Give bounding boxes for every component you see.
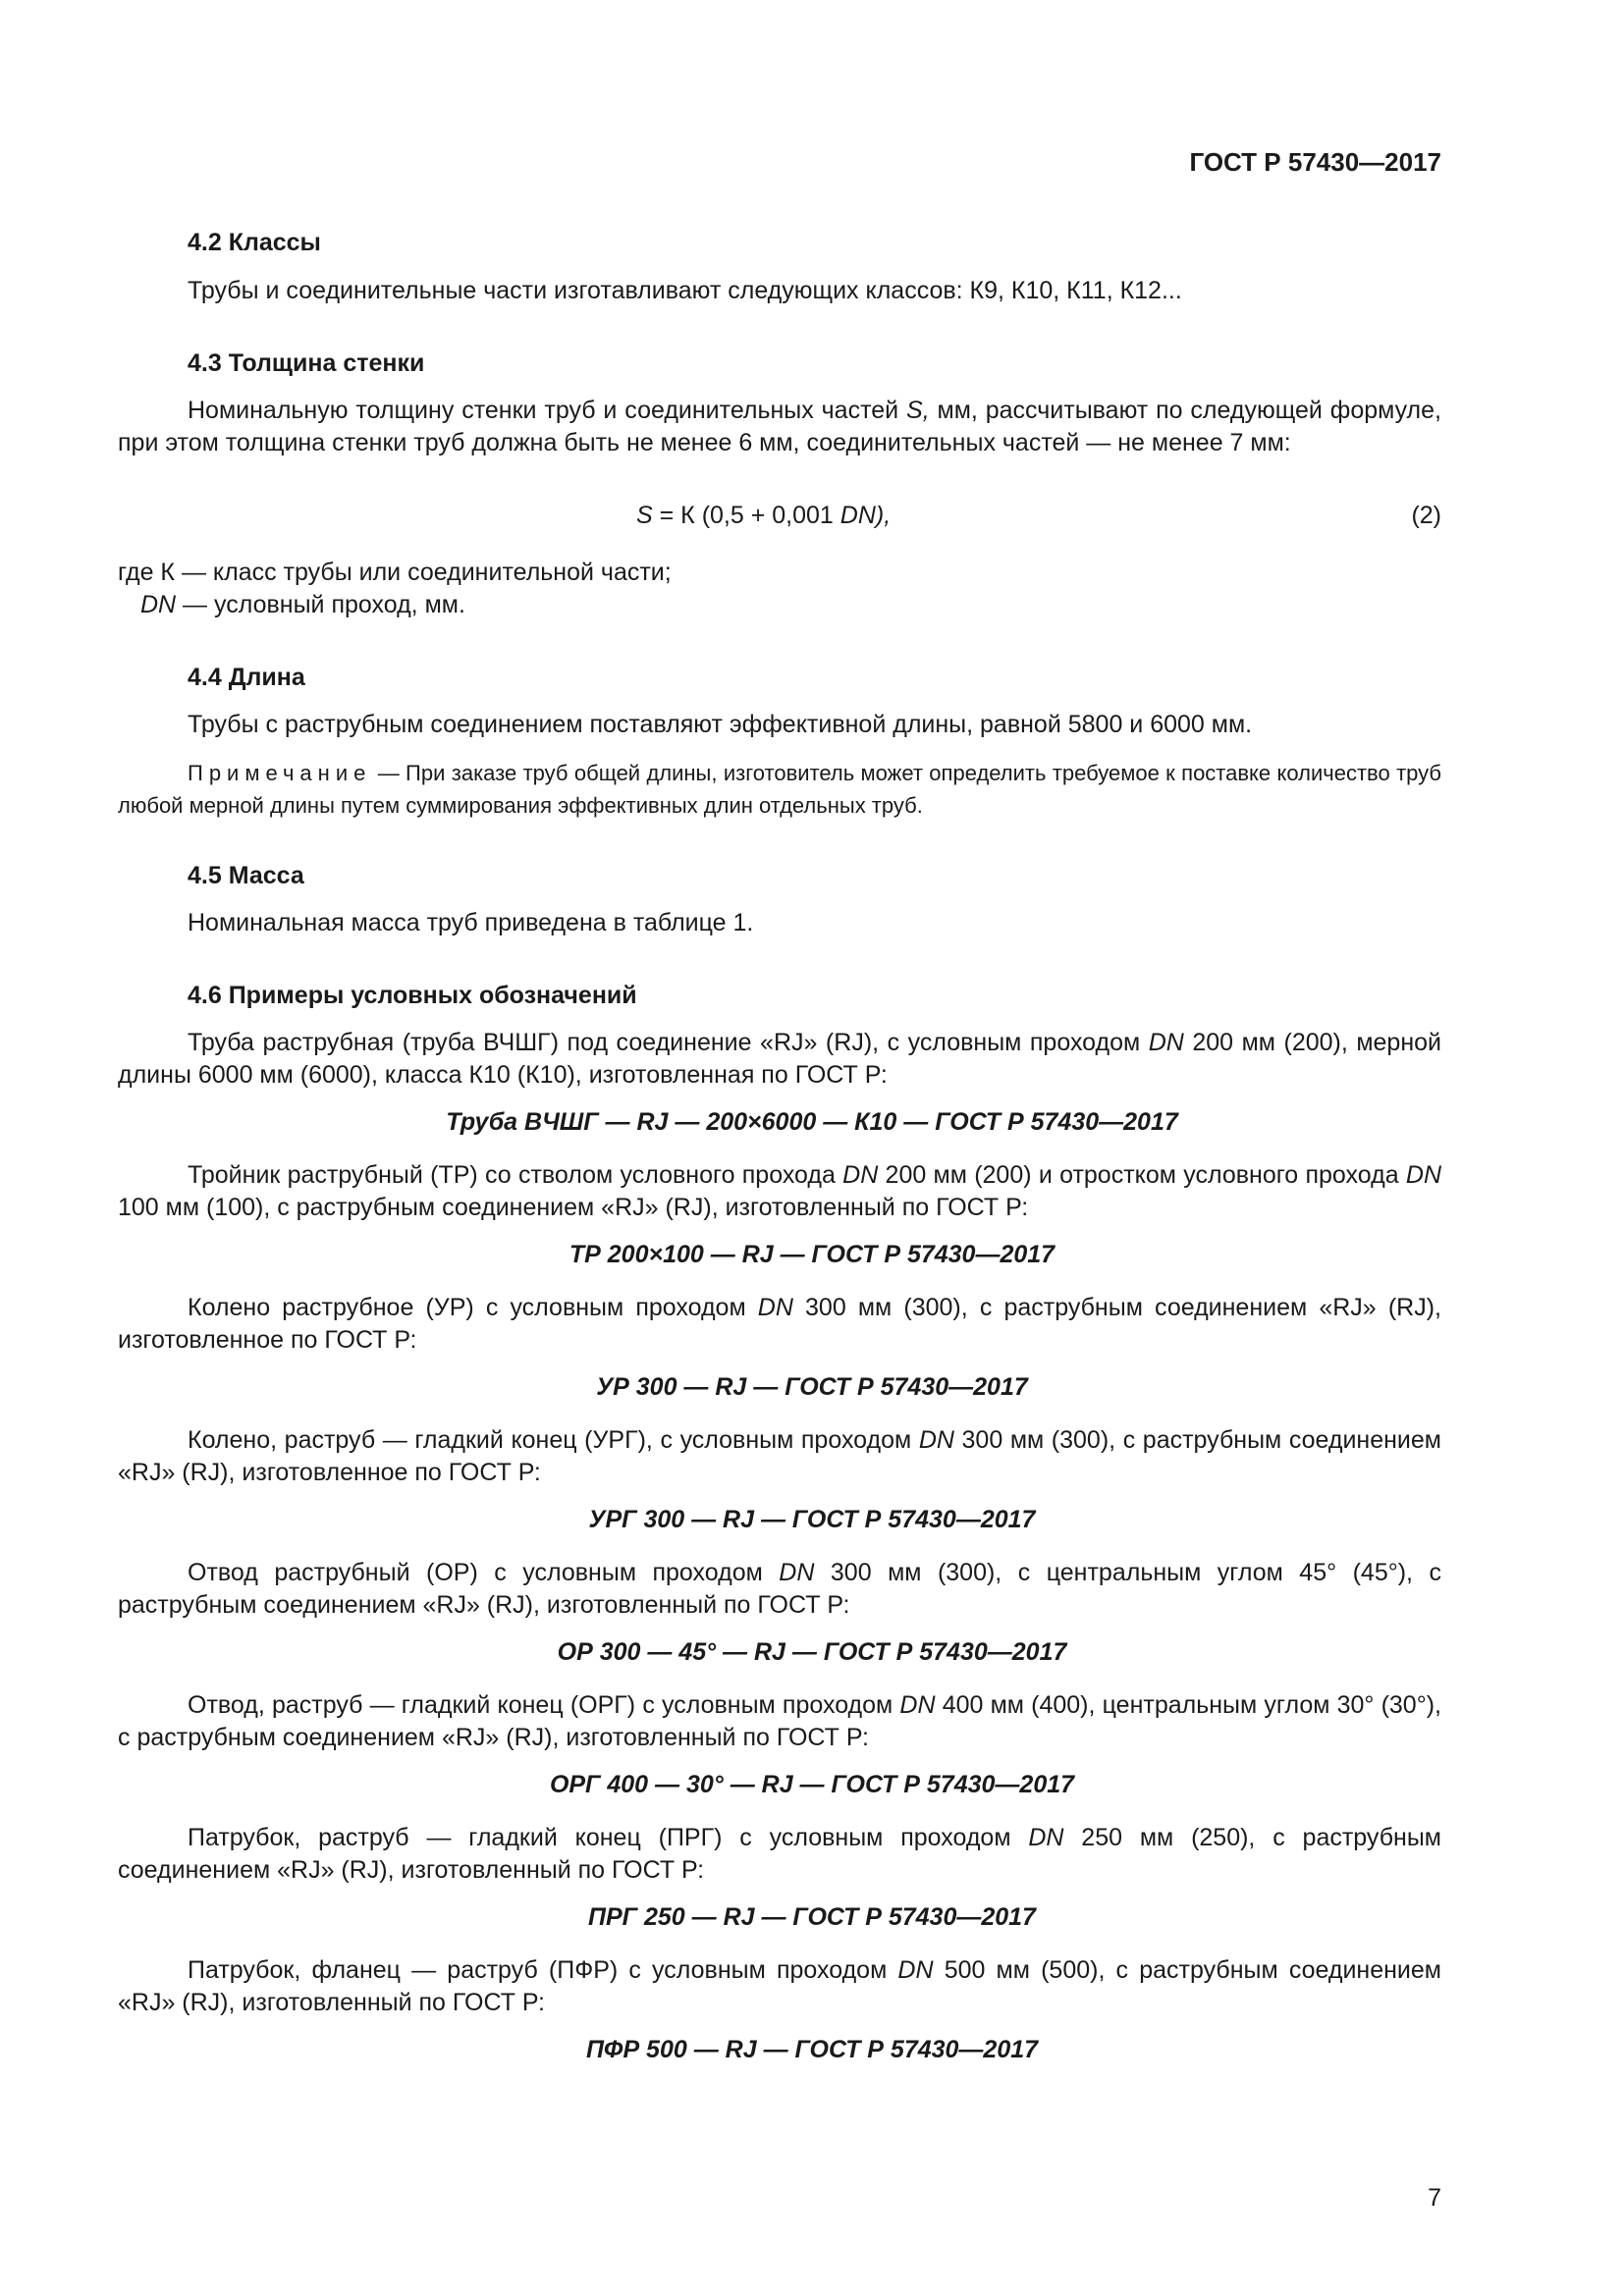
where-dn-line bbox=[140, 591, 465, 619]
example-1-dn: DN bbox=[1148, 1029, 1184, 1056]
example-1-text-a: Труба раструбная (труба ВЧШГ) под соединение «RJ» (RJ), с условным проходом bbox=[188, 1029, 1149, 1056]
example-5-dn: DN bbox=[779, 1559, 815, 1586]
example-1-designation: Труба ВЧШГ — RJ — 200×6000 — К10 — ГОСТ Р 57430—2017 bbox=[446, 1108, 1178, 1136]
section-4-3-heading: 4.3 Толщина стенки bbox=[188, 349, 425, 377]
example-2-dn-1: DN bbox=[842, 1161, 879, 1189]
example-7-dn: DN bbox=[1028, 1824, 1064, 1851]
formula-s: S bbox=[636, 502, 653, 529]
example-7-designation: ПРГ 250 — RJ — ГОСТ Р 57430—2017 bbox=[588, 1903, 1036, 1931]
section-4-4-heading: 4.4 Длина bbox=[188, 664, 305, 691]
wall-text-b: мм, рассчитывают по следующей формуле, при этом толщина стенки труб должна быть не менее 6 мм, соединительных частей — не менее 7 мм: bbox=[118, 397, 1441, 456]
example-8-designation: ПФР 500 — RJ — ГОСТ Р 57430—2017 bbox=[585, 2036, 1039, 2063]
example-8-dn: DN bbox=[897, 1956, 934, 1984]
example-1-paragraph bbox=[118, 1027, 1441, 1092]
example-6-designation: ОРГ 400 — 30° — RJ — ГОСТ Р 57430—2017 bbox=[549, 1771, 1075, 1798]
example-4-paragraph bbox=[118, 1424, 1441, 1489]
page-number: 7 bbox=[1428, 2184, 1441, 2212]
note-block bbox=[118, 757, 1441, 822]
example-6-text-b: 400 мм (400), центральным углом 30° (30°), с раструбным соединением «RJ» (RJ), изготовленный по ГОСТ Р: bbox=[118, 1691, 1441, 1751]
example-3-paragraph bbox=[118, 1292, 1441, 1357]
example-2-text-b: 200 мм (200) и отростком условного прохода bbox=[878, 1161, 1406, 1189]
section-4-6-heading: 4.6 Примеры условных обозначений bbox=[188, 982, 637, 1009]
wall-text-a: Номинальную толщину стенки труб и соединительных частей bbox=[188, 397, 907, 424]
example-2-dn-2: DN bbox=[1405, 1161, 1442, 1189]
example-3-dn: DN bbox=[757, 1294, 793, 1321]
example-3-designation: УР 300 — RJ — ГОСТ Р 57430—2017 bbox=[596, 1373, 1028, 1401]
formula-2 bbox=[636, 502, 891, 530]
example-7-text-a: Патрубок, раструб — гладкий конец (ПРГ) с условным проходом bbox=[188, 1824, 1029, 1851]
where-dn-text: — условный проход, мм. bbox=[176, 591, 465, 618]
where-k-line: где К — класс трубы или соединительной части; bbox=[118, 559, 672, 586]
example-2-text-c: 100 мм (100), с раструбным соединением «RJ» (RJ), изготовленный по ГОСТ Р: bbox=[118, 1194, 1029, 1221]
example-3-text-a: Колено раструбное (УР) с условным проходом bbox=[188, 1294, 758, 1321]
example-6-text-a: Отвод, раструб — гладкий конец (ОРГ) с условным проходом bbox=[188, 1691, 900, 1719]
example-8-text-b: 500 мм (500), с раструбным соединением «RJ» (RJ), изготовленный по ГОСТ Р: bbox=[118, 1956, 1441, 2016]
example-4-text-a: Колено, раструб — гладкий конец (УРГ), с условным проходом bbox=[188, 1426, 919, 1454]
example-5-designation: ОР 300 — 45° — RJ — ГОСТ Р 57430—2017 bbox=[557, 1638, 1067, 1666]
example-8-text-a: Патрубок, фланец — раструб (ПФР) с условным проходом bbox=[188, 1956, 898, 1984]
section-4-4-text: Трубы с раструбным соединением поставляют эффективной длины, равной 5800 и 6000 мм. bbox=[188, 711, 1253, 738]
formula-dn: DN), bbox=[839, 502, 892, 529]
example-1-text-b: 200 мм (200), мерной длины 6000 мм (6000), класса К10 (К10), изготовленная по ГОСТ Р: bbox=[118, 1029, 1441, 1089]
example-4-dn: DN bbox=[918, 1426, 954, 1454]
section-4-5-text: Номинальная масса труб приведена в таблице 1. bbox=[188, 909, 754, 936]
section-4-2-heading: 4.2 Классы bbox=[188, 229, 321, 256]
example-3-text-b: 300 мм (300), с раструбным соединением «RJ» (RJ), изготовленное по ГОСТ Р: bbox=[118, 1294, 1441, 1354]
example-6-dn: DN bbox=[899, 1691, 936, 1719]
example-6-paragraph bbox=[118, 1689, 1441, 1754]
example-7-paragraph bbox=[118, 1822, 1441, 1887]
formula-mid: = К (0,5 + 0,001 bbox=[652, 502, 840, 529]
formula-number: (2) bbox=[1411, 502, 1441, 529]
var-s: S, bbox=[906, 397, 930, 424]
section-4-2-text: Трубы и соединительные части изготавливают следующих классов: К9, К10, К11, К12... bbox=[188, 277, 1182, 304]
example-5-text-a: Отвод раструбный (ОР) с условным проходом bbox=[188, 1559, 780, 1586]
section-4-5-heading: 4.5 Масса bbox=[188, 862, 304, 889]
example-7-text-b: 250 мм (250), с раструбным соединением «RJ» (RJ), изготовленный по ГОСТ Р: bbox=[118, 1824, 1441, 1884]
note-label: Примечание bbox=[188, 761, 372, 785]
where-dn-var: DN bbox=[140, 591, 177, 618]
example-4-text-b: 300 мм (300), с раструбным соединением «RJ» (RJ), изготовленное по ГОСТ Р: bbox=[118, 1426, 1441, 1486]
example-8-paragraph bbox=[118, 1954, 1441, 2019]
standard-code-header: ГОСТ Р 57430—2017 bbox=[1189, 147, 1441, 177]
example-2-designation: ТР 200×100 — RJ — ГОСТ Р 57430—2017 bbox=[568, 1241, 1056, 1268]
example-2-text-a: Тройник раструбный (ТР) со стволом условного прохода bbox=[188, 1161, 843, 1189]
example-5-text-b: 300 мм (300), с центральным углом 45° (45°), с раструбным соединением «RJ» (RJ), изготовленный по ГОСТ Р: bbox=[118, 1559, 1441, 1619]
example-4-designation: УРГ 300 — RJ — ГОСТ Р 57430—2017 bbox=[588, 1506, 1036, 1533]
example-5-paragraph bbox=[118, 1557, 1441, 1622]
example-2-paragraph bbox=[118, 1159, 1441, 1224]
note-text: — При заказе труб общей длины, изготовитель может определить требуемое к поставке количество труб любой мерной длины путем суммирования эффективных длин отдельных труб. bbox=[118, 761, 1441, 818]
section-4-3-paragraph bbox=[118, 395, 1441, 459]
